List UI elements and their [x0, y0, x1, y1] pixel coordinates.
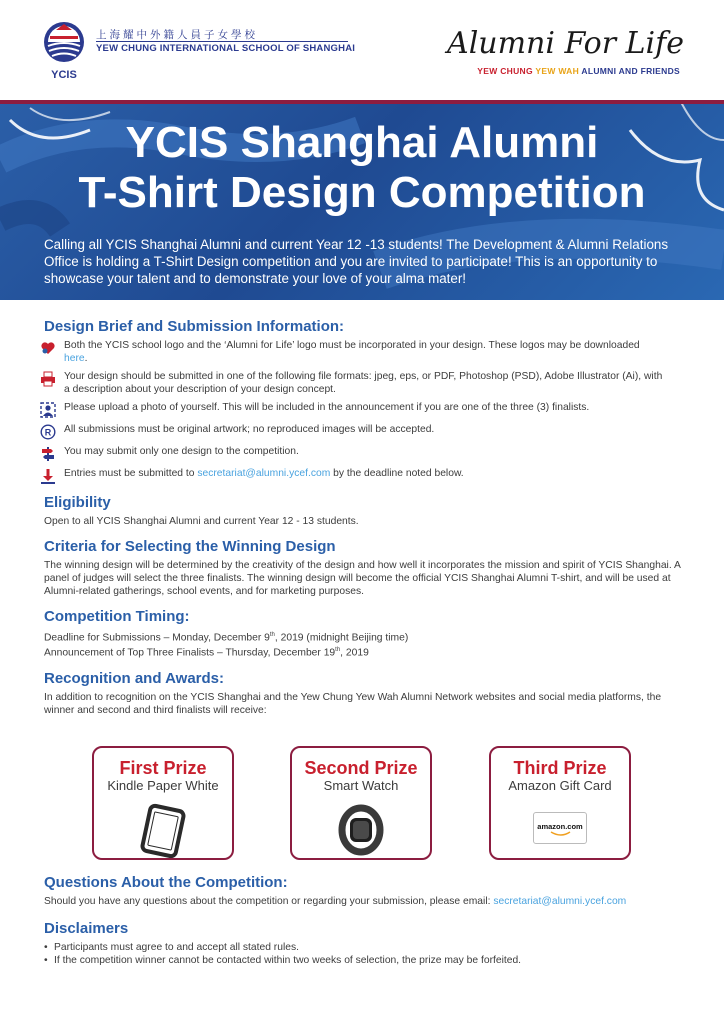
- awards-section: [44, 670, 694, 717]
- disclaimers-list: [44, 941, 694, 967]
- brief-item5-text: You may submit only one design to the competition.: [64, 446, 299, 457]
- signpost-icon: [40, 446, 56, 462]
- brief-heading: Design Brief and Submission Information:: [44, 318, 345, 335]
- brief-item1-end: .: [84, 352, 88, 364]
- brief-list: [44, 340, 694, 484]
- brief-item1-text: Both the YCIS school logo and the ‘Alumni for Life’ logo must be incorporated in your design. These logos may be downloaded: [64, 340, 640, 351]
- alumni-network-tagline: [477, 66, 680, 76]
- tablet-icon: [138, 802, 188, 858]
- amazon-smile-icon: [550, 831, 572, 837]
- questions-heading: Questions About the Competition:: [44, 874, 288, 891]
- tagline-yew-wah: YEW WAH: [535, 66, 580, 76]
- brief-item-original: [44, 424, 694, 440]
- eligibility-text: Open to all YCIS Shanghai Alumni and current Year 12 - 13 students.: [44, 516, 359, 527]
- prize-card-third: [489, 746, 631, 860]
- submission-email-link[interactable]: secretariat@alumni.ycef.com: [197, 468, 331, 479]
- timing-deadline: [44, 629, 694, 644]
- brief-item2-text: Your design should be submitted in one of the following file formats: jpeg, eps, or PDF, Photoshop (PSD), Adobe Illustrator (Ai), with a description about your description of your design concept.: [64, 371, 663, 395]
- timing-section: [44, 608, 694, 660]
- questions-body: Should you have any questions about the competition or regarding your submission, please email:: [44, 896, 494, 907]
- brief-item-formats: [44, 371, 694, 396]
- hero-banner: [0, 100, 724, 300]
- logo-text: YCIS: [51, 69, 77, 81]
- awards-text: In addition to recognition on the YCIS Shanghai and the Yew Chung Yew Wah Alumni Network websites and social media platforms, the winner and second and third finalists will receive:: [44, 691, 662, 716]
- tagline-alumni-friends: ALUMNI AND FRIENDS: [581, 66, 680, 76]
- prize-title: Second Prize: [304, 758, 418, 778]
- questions-email-link[interactable]: secretariat@alumni.ycef.com: [493, 896, 627, 907]
- page-header: [0, 0, 724, 100]
- deadline-text-end: , 2019 (midnight Beijing time): [274, 632, 409, 644]
- brief-item6-text: Entries must be submitted to: [64, 468, 198, 479]
- banner-title-line1: YCIS Shanghai Alumni: [125, 118, 599, 167]
- announcement-text: Announcement of Top Three Finalists – Thursday, December 19: [44, 647, 336, 659]
- banner-title-line2: T-Shirt Design Competition: [78, 168, 646, 217]
- prize-card-first: [92, 746, 234, 860]
- school-name-cn: 上海耀中外籍人員子女學校: [96, 29, 258, 41]
- awards-heading: Recognition and Awards:: [44, 669, 225, 687]
- brief-item-logos: [44, 340, 694, 365]
- deadline-sup: th: [269, 632, 275, 638]
- prize-card-second: [290, 746, 432, 860]
- prize-cards: [92, 746, 632, 862]
- lower-content: [44, 874, 694, 967]
- criteria-section: [44, 538, 694, 598]
- disclaimers-heading: Disclaimers: [44, 920, 129, 937]
- prize-title: First Prize: [119, 758, 207, 778]
- banner-top-rule: [0, 100, 724, 104]
- svg-text:R: R: [44, 427, 52, 438]
- disclaimer-item: • If the competition winner cannot be contacted within two weeks of selection, the prize may be forfeited.: [44, 954, 694, 967]
- school-name-rule: [96, 41, 348, 42]
- main-content: [44, 318, 694, 717]
- deadline-text: Deadline for Submissions – Monday, December 9: [44, 632, 270, 644]
- alumni-for-life-logo: Alumni For Life: [447, 26, 684, 61]
- timing-heading: Competition Timing:: [44, 608, 190, 625]
- brief-item4-text: All submissions must be original artwork; no reproduced images will be accepted.: [64, 424, 435, 435]
- prize-title: Third Prize: [513, 758, 607, 778]
- announcement-text-end: , 2019: [340, 647, 369, 659]
- criteria-text: The winning design will be determined by the creativity of the design and how well it incorporates the mission and spirit of YCIS Shanghai. A panel of judges will select the three finalists. The winning design will become the official YCIS Shanghai Alumni T-shirt, and will be used at Alumni-related gatherings, school events, and for marketing purposes.: [44, 560, 681, 597]
- user-photo-icon: [40, 402, 56, 418]
- logos-download-link[interactable]: here: [64, 352, 85, 364]
- gift-card-icon: [533, 812, 587, 844]
- tagline-yew-chung: YEW CHUNG: [477, 66, 533, 76]
- school-name-en: YEW CHUNG INTERNATIONAL SCHOOL OF SHANGHAI: [96, 43, 356, 54]
- banner-intro-text: Calling all YCIS Shanghai Alumni and current Year 12 -13 students! The Development & Alumni Relations Office is holding a T-Shirt Design competition and you are invited to participate! This is an opportunity to showcase your talent and to demonstrate your love of your alma mater!: [44, 237, 669, 286]
- disclaimer-item: • Participants must agree to and accept all stated rules.: [44, 941, 694, 954]
- gift-card-text: amazon.com: [537, 822, 583, 831]
- eligibility-heading: Eligibility: [44, 494, 111, 511]
- registered-mark-icon: [40, 424, 56, 440]
- announcement-sup: th: [335, 647, 341, 654]
- brief-item-one-design: [44, 446, 694, 462]
- brief-item6-end: by the deadline noted below.: [330, 468, 464, 479]
- printer-icon: [40, 371, 56, 387]
- brief-item-submit: [44, 468, 694, 484]
- brief-item-photo: [44, 402, 694, 418]
- questions-text: [44, 895, 694, 908]
- eligibility-section: [44, 494, 694, 528]
- heart-icon: [40, 340, 56, 356]
- criteria-heading: Criteria for Selecting the Winning Design: [44, 538, 336, 555]
- brief-item3-text: Please upload a photo of yourself. This will be included in the announcement if you are one of the three (3) finalists.: [64, 402, 590, 413]
- smartwatch-icon: [336, 802, 386, 858]
- prize-item: Amazon Gift Card: [508, 778, 612, 793]
- download-arrow-icon: [40, 468, 56, 484]
- prize-item: Smart Watch: [323, 778, 399, 793]
- ycis-logo-icon: [42, 20, 86, 82]
- timing-announcement: [44, 644, 694, 659]
- prize-item: Kindle Paper White: [107, 778, 219, 793]
